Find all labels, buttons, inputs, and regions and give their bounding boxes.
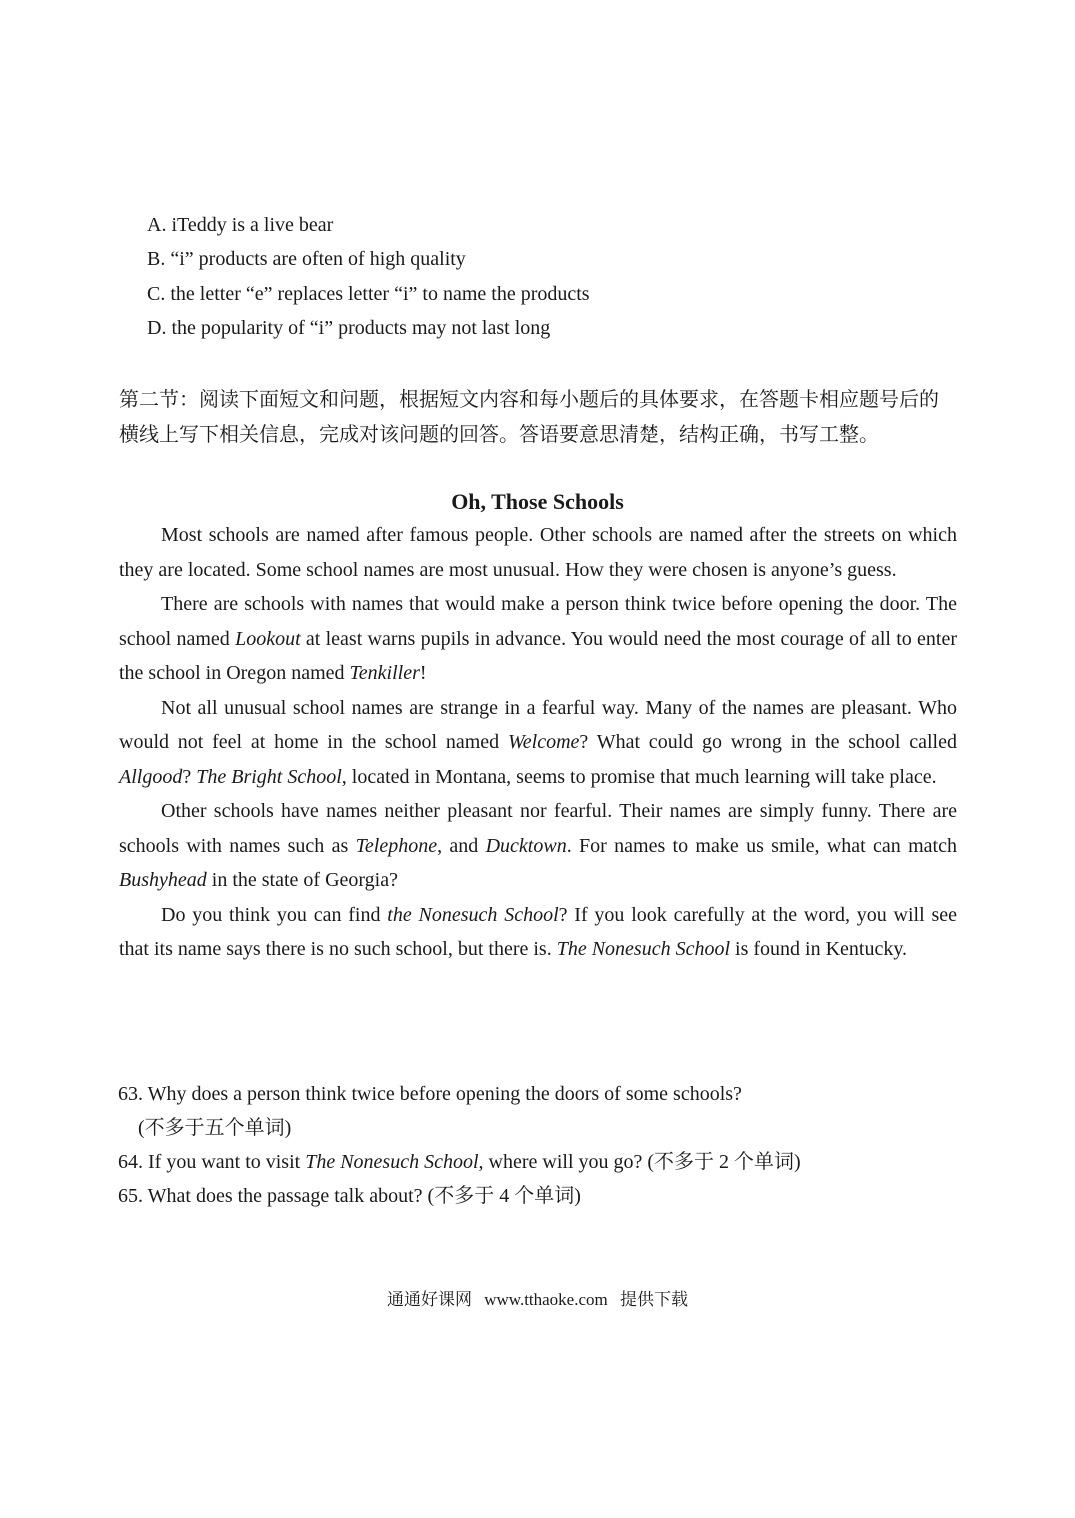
question-64: 64. If you want to visit The Nonesuch School, where will you go? (不多于 2 个单词)	[118, 1151, 801, 1173]
paragraph-1: Most schools are named after famous people. Other schools are named after the streets on which they are located. Some school names are most unusual. How they were chosen is anyone’s guess.	[119, 524, 957, 581]
footer-site-name: 通通好课网	[386, 1290, 472, 1309]
passage-title: Oh, Those Schools	[451, 489, 624, 514]
option-b: B. “i” products are often of high quality	[147, 248, 466, 270]
question-63-hint: (不多于五个单词)	[138, 1117, 292, 1139]
question-list	[118, 1077, 968, 1213]
option-c: C. the letter “e” replaces letter “i” to name the products	[147, 283, 590, 305]
option-a: A. iTeddy is a live bear	[147, 214, 334, 236]
paragraph-2: There are schools with names that would make a person think twice before opening the door. The school named Lookout at least warns pupils in advance. You would need the most courage of all to enter the school in Oregon named Tenkiller!	[119, 593, 958, 684]
page-footer	[0, 1288, 1075, 1312]
footer-url: www.tthaoke.com	[484, 1290, 608, 1309]
footer-note: 提供下载	[620, 1290, 689, 1309]
section-instructions: 第二节：阅读下面短文和问题，根据短文内容和每小题后的具体要求，在答题卡相应题号后的横线上写下相关信息，完成对该问题的回答。答语要意思清楚，结构正确，书写工整。	[119, 389, 939, 446]
question-63: 63. Why does a person think twice before opening the doors of some schools?	[118, 1083, 742, 1105]
paragraph-3: Not all unusual school names are strange in a fearful way. Many of the names are pleasant. Who would not feel at home in the school named Welcome? What could go wrong in the school called Allgood? The Bright School, located in Montana, seems to promise that much learning will take place.	[119, 696, 957, 788]
paragraph-4: Other schools have names neither pleasant nor fearful. Their names are simply funny. There are schools with names such as Telephone, and Ducktown. For names to make us smile, what can match Bushyhead in the state of Georgia?	[119, 800, 957, 891]
question-65: 65. What does the passage talk about? (不多于 4 个单词)	[118, 1185, 581, 1207]
option-d: D. the popularity of “i” products may not last long	[147, 317, 551, 339]
paragraph-5: Do you think you can find the Nonesuch School? If you look carefully at the word, you will see that its name says there is no such school, but there is. The Nonesuch School is found in Kentucky.	[119, 903, 958, 960]
reading-passage	[119, 518, 957, 967]
